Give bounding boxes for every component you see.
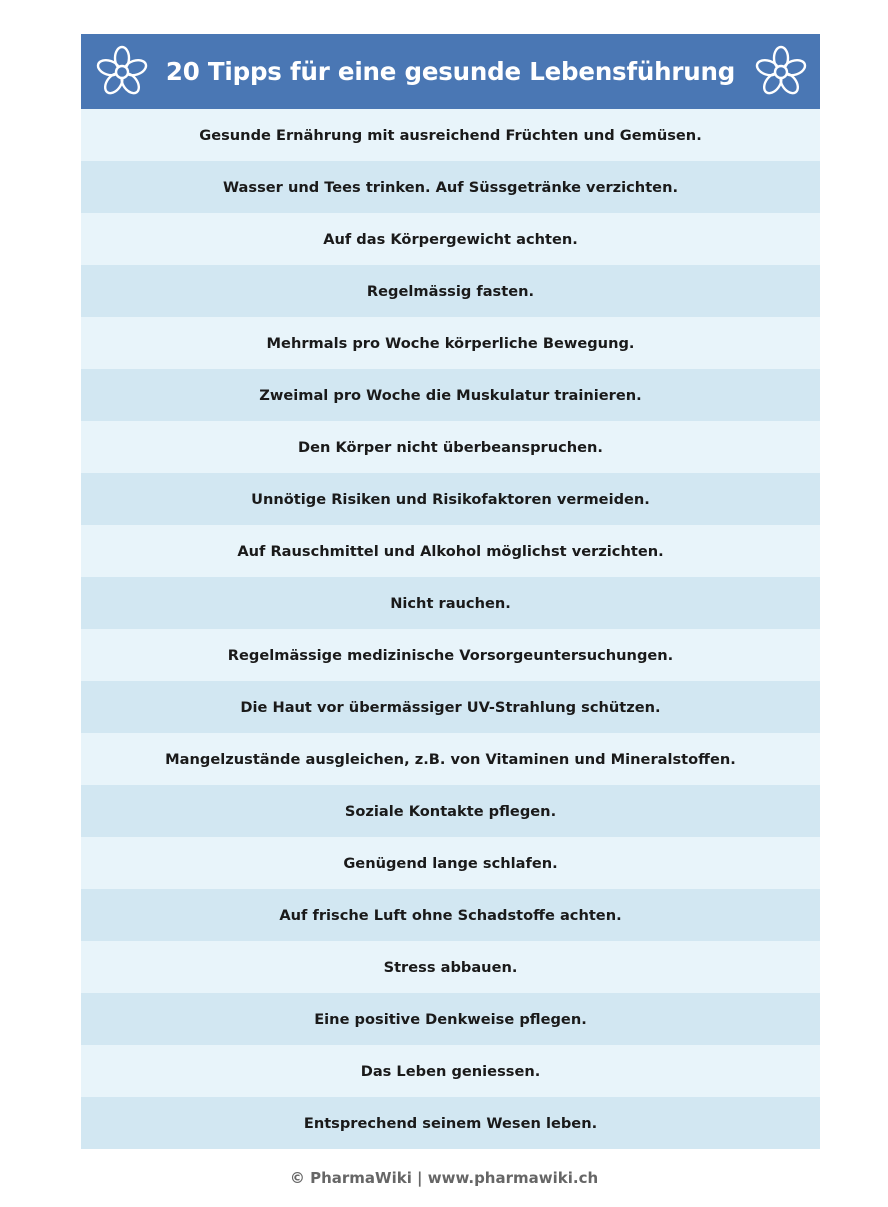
header-banner (81, 34, 820, 109)
tip-row: Eine positive Denkweise pflegen. (81, 993, 820, 1045)
tip-row: Auf frische Luft ohne Schadstoffe achten. (81, 889, 820, 941)
tip-row: Wasser und Tees trinken. Auf Süssgetränke verzichten. (81, 161, 820, 213)
tip-row: Entsprechend seinem Wesen leben. (81, 1097, 820, 1149)
tip-row: Zweimal pro Woche die Muskulatur trainieren. (81, 369, 820, 421)
flower-icon (95, 45, 149, 99)
footer-credit: © PharmaWiki | www.pharmawiki.ch (289, 1169, 599, 1187)
tip-row: Gesunde Ernährung mit ausreichend Früchten und Gemüsen. (81, 109, 820, 161)
tip-row: Mehrmals pro Woche körperliche Bewegung. (81, 317, 820, 369)
tips-card (81, 34, 820, 1149)
tip-row: Die Haut vor übermässiger UV-Strahlung schützen. (81, 681, 820, 733)
tip-row: Soziale Kontakte pflegen. (81, 785, 820, 837)
tip-row: Auf Rauschmittel und Alkohol möglichst verzichten. (81, 525, 820, 577)
tip-row: Nicht rauchen. (81, 577, 820, 629)
tip-row: Auf das Körpergewicht achten. (81, 213, 820, 265)
tip-row: Regelmässige medizinische Vorsorgeuntersuchungen. (81, 629, 820, 681)
tip-row: Das Leben geniessen. (81, 1045, 820, 1097)
tip-row: Mangelzustände ausgleichen, z.B. von Vitaminen und Mineralstoffen. (81, 733, 820, 785)
flower-icon (754, 45, 808, 99)
tip-row: Stress abbauen. (81, 941, 820, 993)
tip-row: Den Körper nicht überbeanspruchen. (81, 421, 820, 473)
tip-row: Genügend lange schlafen. (81, 837, 820, 889)
tips-list (81, 109, 820, 1149)
page-title: 20 Tipps für eine gesunde Lebensführung (165, 57, 736, 86)
tip-row: Unnötige Risiken und Risikofaktoren vermeiden. (81, 473, 820, 525)
tip-row: Regelmässig fasten. (81, 265, 820, 317)
